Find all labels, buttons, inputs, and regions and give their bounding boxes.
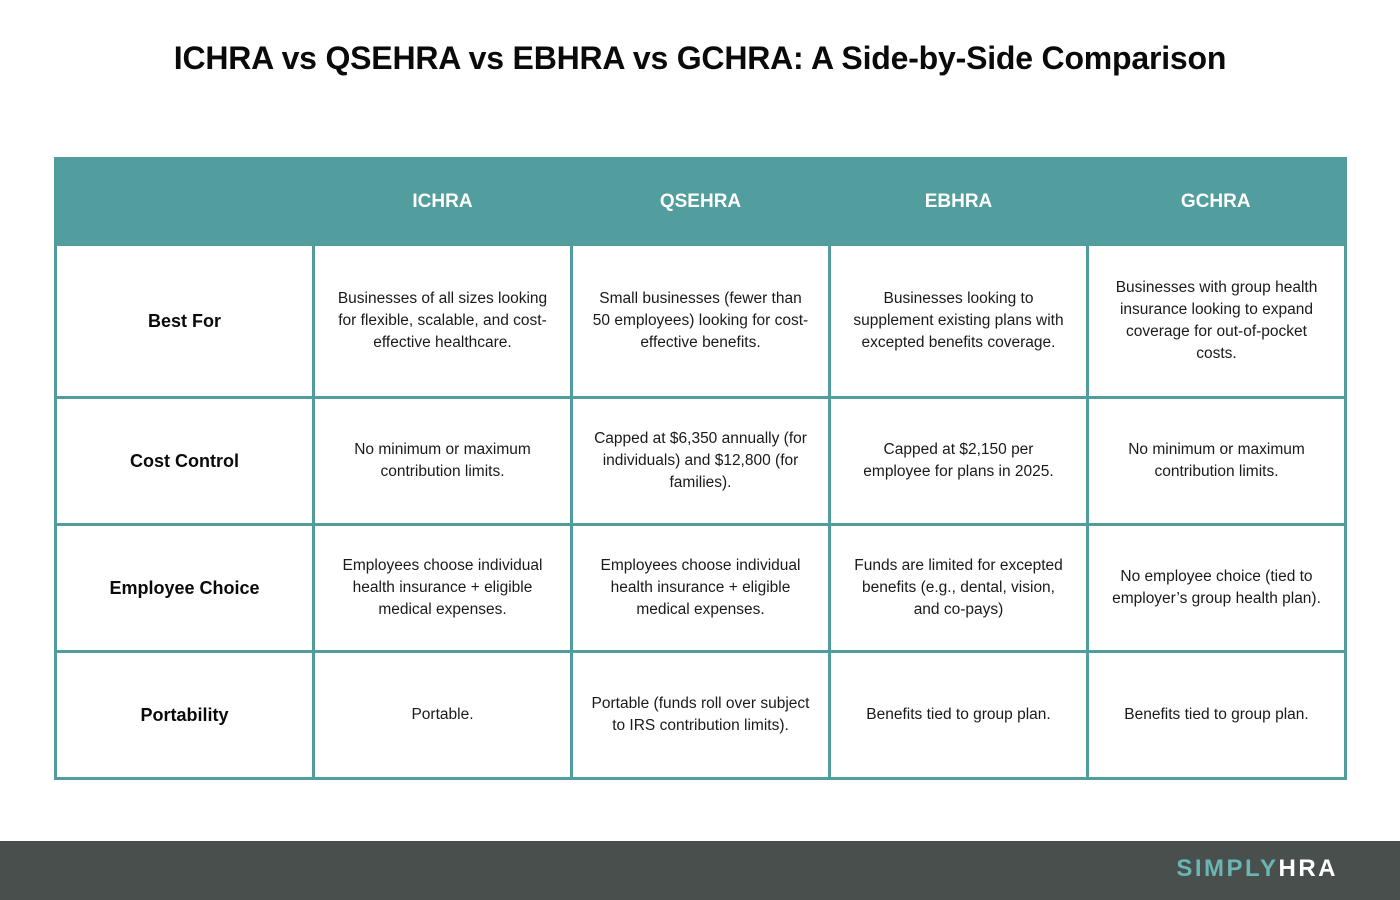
header-cell-ebhra: EBHRA (830, 159, 1088, 245)
table-row-cost-control (56, 398, 1346, 525)
cell-cost-control-gchra: No minimum or maximum contribution limits. (1088, 398, 1346, 525)
cell-best-for-ichra: Businesses of all sizes looking for flexible, scalable, and cost-effective healthcare. (314, 245, 572, 398)
brand-logo-simply: SIMPLY (1176, 855, 1279, 882)
cell-portability-qsehra: Portable (funds roll over subject to IRS contribution limits). (572, 652, 830, 779)
footer-bar (0, 841, 1400, 900)
cell-employee-choice-ebhra: Funds are limited for excepted benefits (e.g., dental, vision, and co-pays) (830, 525, 1088, 652)
brand-logo[interactable] (1176, 855, 1338, 883)
comparison-table (54, 157, 1347, 780)
header-cell-empty (56, 159, 314, 245)
cell-cost-control-ichra: No minimum or maximum contribution limits. (314, 398, 572, 525)
cell-portability-ichra: Portable. (314, 652, 572, 779)
cell-best-for-ebhra: Businesses looking to supplement existing plans with excepted benefits coverage. (830, 245, 1088, 398)
header-cell-ichra: ICHRA (314, 159, 572, 245)
table-row-employee-choice (56, 525, 1346, 652)
comparison-table-wrapper (54, 157, 1346, 780)
cell-best-for-qsehra: Small businesses (fewer than 50 employees) looking for cost-effective benefits. (572, 245, 830, 398)
cell-portability-ebhra: Benefits tied to group plan. (830, 652, 1088, 779)
row-label-cost-control: Cost Control (56, 398, 314, 525)
page-title: ICHRA vs QSEHRA vs EBHRA vs GCHRA: A Side-by-Side Comparison (173, 40, 1227, 76)
row-label-best-for: Best For (56, 245, 314, 398)
row-label-employee-choice: Employee Choice (56, 525, 314, 652)
header-cell-gchra: GCHRA (1088, 159, 1346, 245)
header-cell-qsehra: QSEHRA (572, 159, 830, 245)
cell-employee-choice-ichra: Employees choose individual health insurance + eligible medical expenses. (314, 525, 572, 652)
brand-logo-hra: HRA (1278, 855, 1338, 882)
cell-cost-control-ebhra: Capped at $2,150 per employee for plans in 2025. (830, 398, 1088, 525)
cell-employee-choice-qsehra: Employees choose individual health insurance + eligible medical expenses. (572, 525, 830, 652)
table-row-best-for (56, 245, 1346, 398)
cell-best-for-gchra: Businesses with group health insurance looking to expand coverage for out-of-pocket costs. (1088, 245, 1346, 398)
cell-employee-choice-gchra: No employee choice (tied to employer’s group health plan). (1088, 525, 1346, 652)
table-header-row (56, 159, 1346, 245)
row-label-portability: Portability (56, 652, 314, 779)
cell-cost-control-qsehra: Capped at $6,350 annually (for individuals) and $12,800 (for families). (572, 398, 830, 525)
table-row-portability (56, 652, 1346, 779)
cell-portability-gchra: Benefits tied to group plan. (1088, 652, 1346, 779)
